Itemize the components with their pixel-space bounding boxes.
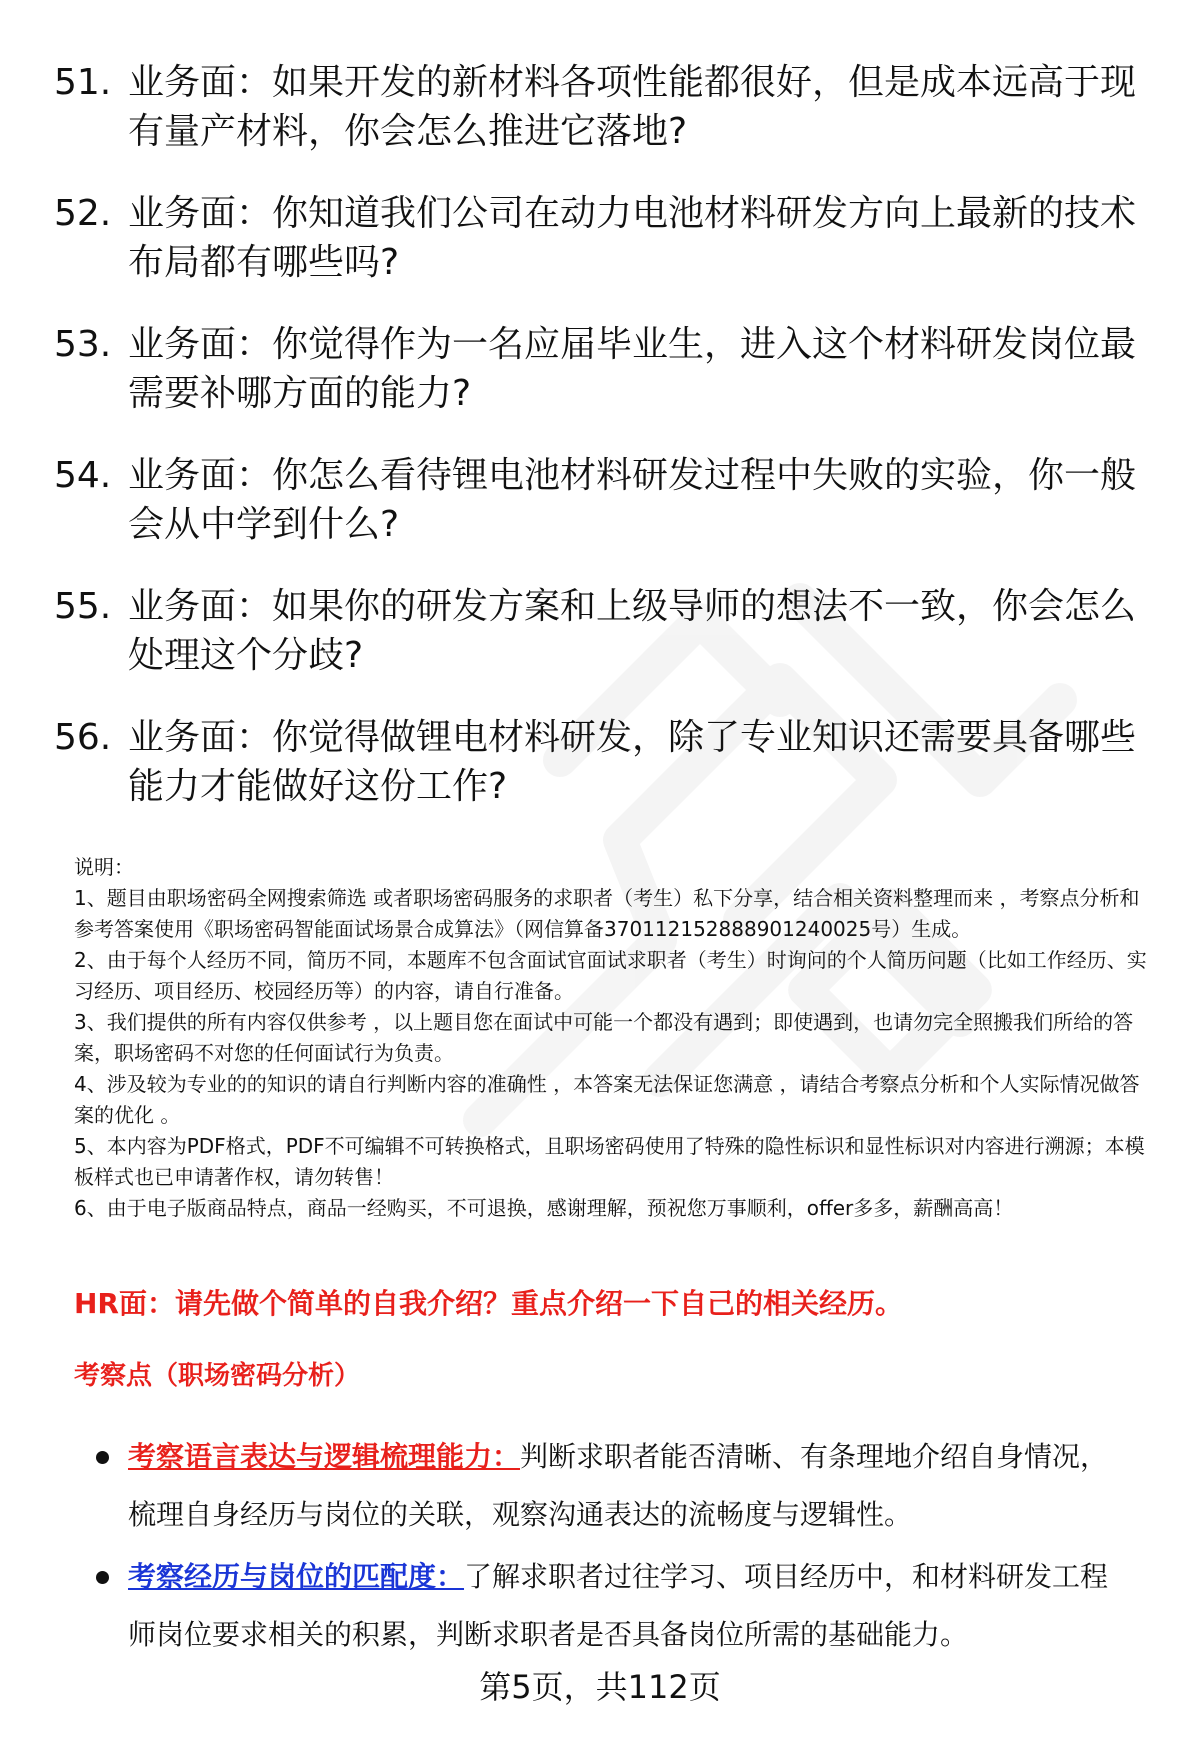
bullet-dot-icon xyxy=(96,1451,109,1464)
question-item xyxy=(54,713,1144,811)
question-text: 业务面：你知道我们公司在动力电池材料研发方向上最新的技术布局都有哪些吗? xyxy=(128,193,1137,283)
note-item: 2、由于每个人经历不同，简历不同，本题库不包含面试官面试求职者（考生）时询问的个人简历问题（比如工作经历、实习经历、项目经历、校园经历等）的内容，请自行准备。 xyxy=(74,948,1147,1003)
question-text: 业务面：你觉得作为一名应届毕业生，进入这个材料研发岗位最需要补哪方面的能力? xyxy=(128,324,1137,414)
analysis-point xyxy=(96,1428,1126,1544)
question-text: 业务面：你觉得做锂电材料研发，除了专业知识还需要具备哪些能力才能做好这份工作? xyxy=(128,717,1137,807)
question-number: 56. xyxy=(54,717,112,758)
bullet-dot-icon xyxy=(96,1571,109,1584)
question-item xyxy=(54,451,1144,549)
question-item xyxy=(54,189,1144,287)
question-text: 业务面：如果你的研发方案和上级导师的想法不一致，你会怎么处理这个分歧? xyxy=(128,586,1137,676)
question-text: 业务面：你怎么看待锂电池材料研发过程中失败的实验，你一般会从中学到什么? xyxy=(128,455,1137,545)
point-label: 考察经历与岗位的匹配度： xyxy=(128,1560,465,1593)
question-item xyxy=(54,582,1144,680)
notes-section xyxy=(74,852,1159,1224)
notes-title: 说明： xyxy=(74,855,134,879)
hr-question-heading: HR面：请先做个简单的自我介绍？重点介绍一下自己的相关经历。 xyxy=(74,1287,903,1320)
question-number: 53. xyxy=(54,324,112,365)
question-text: 业务面：如果开发的新材料各项性能都很好，但是成本远高于现有量产材料，你会怎么推进它落地? xyxy=(128,62,1137,152)
question-item xyxy=(54,58,1144,156)
note-item: 5、本内容为PDF格式，PDF不可编辑不可转换格式，且职场密码使用了特殊的隐性标识和显性标识对内容进行溯源；本模板样式也已申请著作权，请勿转售！ xyxy=(74,1134,1145,1189)
page-footer: 第5页，共112页 xyxy=(479,1668,721,1706)
note-item: 4、涉及较为专业的的知识的请自行判断内容的准确性 ，本答案无法保证您满意 ，请结合考察点分析和个人实际情况做答案的优化 。 xyxy=(74,1072,1140,1127)
analysis-points xyxy=(96,1428,1126,1668)
note-item: 3、我们提供的所有内容仅供参考 ，以上题目您在面试中可能一个都没有遇到；即使遇到，也请勿完全照搬我们所给的答案，职场密码不对您的任何面试行为负责。 xyxy=(74,1010,1134,1065)
question-number: 52. xyxy=(54,193,112,234)
point-text: 了解求职者过往学习、项目经历中，和材料研发工程师岗位要求相关的积累，判断求职者是否具备岗位所需的基础能力。 xyxy=(128,1560,1109,1651)
point-text: 判断求职者能否清晰、有条理地介绍自身情况，梳理自身经历与岗位的关联，观察沟通表达的流畅度与逻辑性。 xyxy=(128,1440,1109,1531)
question-number: 51. xyxy=(54,62,112,103)
point-label: 考察语言表达与逻辑梳理能力： xyxy=(128,1440,521,1473)
analysis-heading: 考察点（职场密码分析） xyxy=(74,1361,361,1391)
note-item: 1、题目由职场密码全网搜索筛选 或者职场密码服务的求职者（考生）私下分享，结合相关资料整理而来 ，考察点分析和参考答案使用《职场密码智能面试场景合成算法》（网信算备370112152888901240025号）生成。 xyxy=(74,886,1140,941)
question-item xyxy=(54,320,1144,418)
question-number: 54. xyxy=(54,455,112,496)
question-number: 55. xyxy=(54,586,112,627)
analysis-point xyxy=(96,1548,1126,1664)
note-item: 6、由于电子版商品特点，商品一经购买，不可退换，感谢理解，预祝您万事顺利，offer多多，薪酬高高！ xyxy=(74,1196,1014,1220)
question-list xyxy=(54,58,1144,844)
